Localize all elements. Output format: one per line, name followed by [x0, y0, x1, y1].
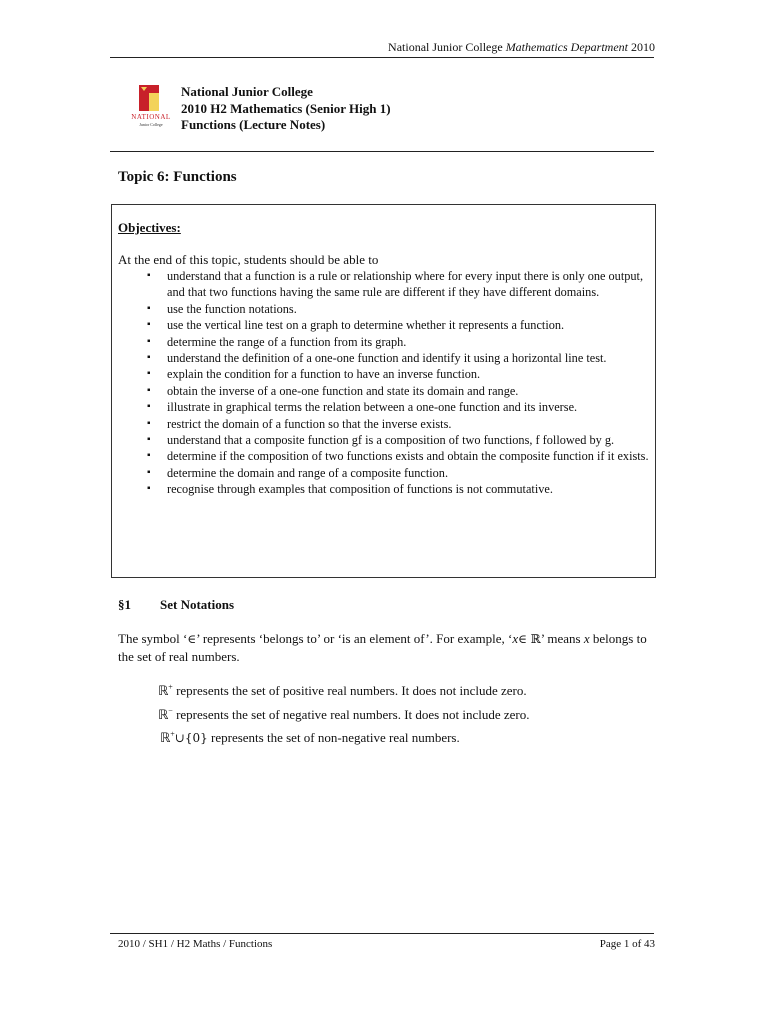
- footer-page-number: Page 1 of 43: [599, 938, 655, 950]
- negative-reals-text: represents the set of negative real numbers. It does not include zero.: [172, 707, 530, 722]
- non-negative-reals-line: [160, 730, 460, 746]
- title-line-course: 2010 H2 Mathematics (Senior High 1): [181, 100, 391, 116]
- reals-symbol: ℝ: [158, 708, 169, 723]
- header-year: 2010: [631, 40, 655, 54]
- objective-item: ▪ recognise through examples that composition of functions is not commutative.: [147, 481, 655, 497]
- school-logo: [129, 83, 173, 129]
- objective-item: ▪ understand that a function is a rule or relationship where for every input there is only one output, and that two functions having the same rule are different if they have different domains.: [147, 268, 655, 301]
- positive-reals-line: [158, 683, 527, 699]
- objective-item: ▪ understand the definition of a one-one function and identify it using a horizontal line test.: [147, 350, 655, 366]
- non-negative-reals-text: represents the set of non-negative real numbers.: [207, 730, 460, 745]
- negative-reals-line: [158, 707, 529, 723]
- plus-superscript: +: [170, 729, 175, 739]
- section-title: Set Notations: [160, 597, 235, 612]
- union-zero: ∪{0}: [174, 731, 208, 745]
- header-school: National Junior College: [388, 40, 503, 54]
- header-rule: [110, 57, 654, 58]
- positive-reals-text: represents the set of positive real numbers. It does not include zero.: [172, 683, 527, 698]
- objective-item: ▪ understand that a composite function gf is a composition of two functions, f followed by g.: [147, 432, 655, 448]
- title-rule: [110, 151, 654, 152]
- objective-item: ▪ use the vertical line test on a graph to determine whether it represents a function.: [147, 317, 655, 333]
- para-variable: x: [583, 631, 590, 646]
- objectives-intro: At the end of this topic, students should be able to: [118, 252, 379, 267]
- objective-item: ▪ determine the range of a function from its graph.: [147, 334, 655, 350]
- minus-superscript: −: [168, 706, 173, 716]
- footer-course: 2010 / SH1 / H2 Maths / Functions: [118, 938, 273, 950]
- objectives-list: [147, 268, 655, 498]
- running-header: [388, 40, 655, 55]
- footer-rule: [110, 933, 654, 934]
- reals-symbol: ℝ: [158, 684, 169, 699]
- plus-superscript: +: [168, 682, 173, 692]
- header-department: Mathematics Department: [505, 40, 628, 54]
- section-number: §1: [118, 597, 131, 612]
- reals-symbol: ℝ: [160, 731, 171, 746]
- title-line-notes: Functions (Lecture Notes): [181, 117, 326, 132]
- objective-item: ▪ illustrate in graphical terms the relation between a one-one function and its inverse.: [147, 399, 655, 415]
- objectives-heading: Objectives:: [118, 220, 181, 235]
- logo-subtext: Junior College: [139, 122, 163, 127]
- title-line-school: National Junior College: [181, 84, 313, 99]
- example-variable: x: [512, 631, 519, 646]
- title-block: [181, 84, 391, 134]
- objective-item: ▪ use the function notations.: [147, 301, 655, 317]
- para-part-d: belongs to the set of real numbers.: [118, 631, 647, 664]
- topic-title: Topic 6: Functions: [118, 169, 237, 185]
- set-notation-paragraph: [118, 630, 658, 665]
- objective-item: ▪ restrict the domain of a function so that the inverse exists.: [147, 416, 655, 432]
- para-part-a: The symbol ‘: [118, 631, 188, 646]
- logo-text: NATIONAL: [131, 113, 171, 121]
- para-part-c: ’ means: [540, 631, 584, 646]
- para-part-b: ’ represents ‘belongs to’ or ‘is an element of’. For example, ‘: [196, 631, 513, 646]
- objective-item: ▪ determine if the composition of two functions exists and obtain the composite function if it exists.: [147, 448, 655, 464]
- objective-item: ▪ obtain the inverse of a one-one function and state its domain and range.: [147, 383, 655, 399]
- element-symbol: ∈: [187, 632, 197, 646]
- objective-item: ▪ explain the condition for a function to have an inverse function.: [147, 366, 655, 382]
- example-expression: ∈ ℝ: [518, 632, 541, 646]
- objective-item: ▪ determine the domain and range of a composite function.: [147, 465, 655, 481]
